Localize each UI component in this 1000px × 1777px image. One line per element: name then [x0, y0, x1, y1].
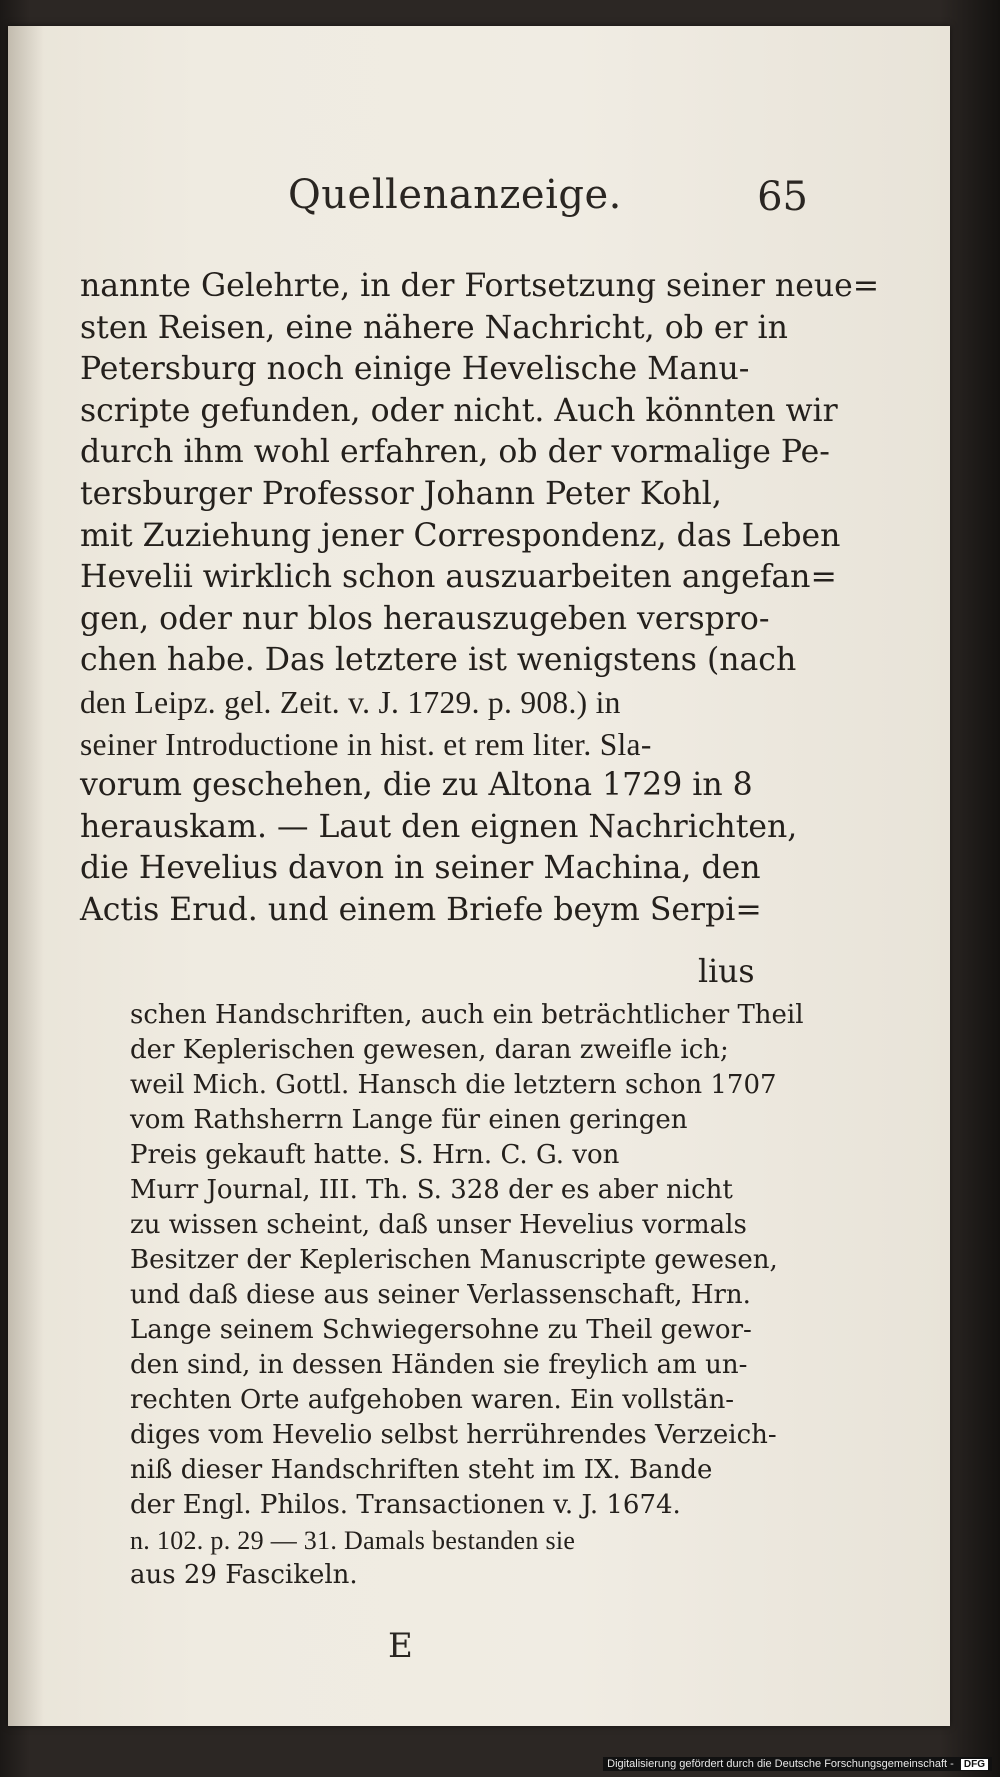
text-line: seiner Introductione in hist. et rem liter. Sla- — [80, 726, 652, 762]
footnote-line: niß dieser Handschriften steht im IX. Bande — [130, 1455, 713, 1485]
text-line: sten Reisen, eine nähere Nachricht, ob er in — [80, 309, 788, 346]
footnote-line: vom Rathsherrn Lange für einen geringen — [130, 1105, 688, 1135]
signature-mark: E — [388, 1626, 413, 1666]
running-head: Quellenanzeige. — [288, 172, 622, 218]
text-line: chen habe. Das letztere ist wenigstens (nach — [80, 642, 797, 679]
text-line: gen, oder nur blos herauszugeben verspro- — [80, 600, 770, 637]
credit-text: Digitalisierung gefördert durch die Deutsche Forschungsgemeinschaft - — [607, 1758, 954, 1770]
footnote-line: Lange seinem Schwiegersohne zu Theil gewor- — [130, 1315, 752, 1345]
text-line: scripte gefunden, oder nicht. Auch könnten wir — [80, 392, 838, 429]
text-line: Actis Erud. und einem Briefe beym Serpi= — [80, 891, 762, 928]
footnote-line: den sind, in dessen Händen sie freylich am un- — [130, 1350, 748, 1380]
footnote-line: schen Handschriften, auch ein beträchtlicher Theil — [130, 1000, 804, 1030]
page-header — [288, 172, 808, 232]
footnote-line: zu wissen scheint, daß unser Hevelius vormals — [130, 1210, 747, 1240]
footnote-line: rechten Orte aufgehoben waren. Ein vollstän- — [130, 1385, 735, 1415]
catchword: lius — [698, 954, 755, 990]
footnote-line: weil Mich. Gottl. Hansch die letztern schon 1707 — [130, 1070, 777, 1100]
book-page — [8, 26, 950, 1726]
digitization-credit — [603, 1757, 992, 1771]
footnote-line: aus 29 Fascikeln. — [130, 1560, 358, 1590]
page-number: 65 — [757, 174, 808, 220]
footnote-line: und daß diese aus seiner Verlassenschaft, Hrn. — [130, 1280, 751, 1310]
text-line: die Hevelius davon in seiner Machina, den — [80, 850, 761, 887]
footnote-line: Murr Journal, III. Th. S. 328 der es aber nicht — [130, 1175, 733, 1205]
footnote-line: Preis gekauft hatte. S. Hrn. C. G. von — [130, 1140, 620, 1170]
text-line: vorum geschehen, die zu Altona 1729 in 8 — [80, 767, 753, 804]
footnote-line: der Engl. Philos. Transactionen v. J. 1674. — [130, 1490, 681, 1520]
text-line: den Leipz. gel. Zeit. v. J. 1729. p. 908.) in — [80, 684, 621, 720]
text-line: Petersburg noch einige Hevelische Manu- — [80, 351, 750, 388]
text-line: durch ihm wohl erfahren, ob der vormalige Pe- — [80, 434, 830, 471]
footnote-line: Besitzer der Keplerischen Manuscripte gewesen, — [130, 1245, 778, 1275]
footnote-line: der Keplerischen gewesen, daran zweifle ich; — [130, 1035, 729, 1065]
text-line: Hevelii wirklich schon auszuarbeiten angefan= — [80, 559, 837, 596]
footnote — [130, 998, 804, 1593]
text-line: tersburger Professor Johann Peter Kohl, — [80, 475, 722, 512]
text-line: nannte Gelehrte, in der Fortsetzung seiner neue= — [80, 268, 880, 304]
dfg-logo: DFG — [961, 1759, 988, 1770]
footnote-line: n. 102. p. 29 — 31. Damals bestanden sie — [130, 1526, 576, 1555]
text-line: herauskam. — Laut den eignen Nachrichten, — [80, 808, 798, 845]
footnote-line: diges vom Hevelio selbst herrührendes Verzeich- — [130, 1420, 777, 1450]
main-text — [80, 266, 880, 932]
text-line: mit Zuziehung jener Correspondenz, das Leben — [80, 517, 841, 554]
